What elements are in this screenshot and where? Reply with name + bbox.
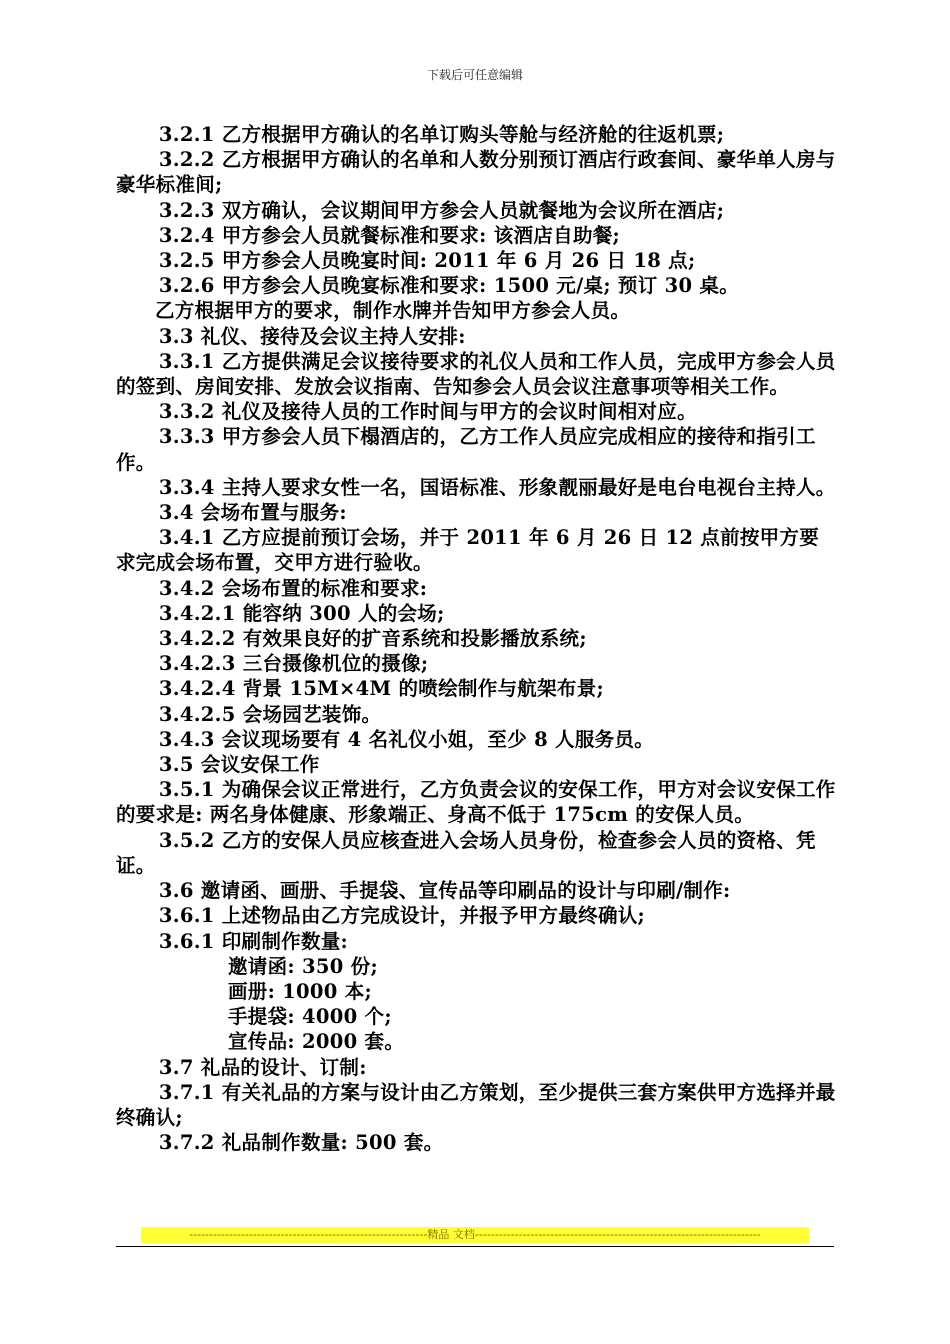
list-item: 手提袋: 4000 个; (228, 1005, 392, 1029)
footer-divider (116, 1246, 834, 1247)
list-item: 邀请函: 350 份; (228, 954, 378, 978)
paragraph: 3.2.4 甲方参会人员就餐标准和要求: 该酒店自助餐; (158, 223, 621, 247)
paragraph: 3.4.2.2 有效果良好的扩音系统和投影播放系统; (158, 627, 587, 651)
paragraph: 3.3.3 甲方参会人员下榻酒店的，乙方工作人员应完成相应的接待和指引工作。 (116, 425, 816, 474)
paragraph: 3.3.1 乙方提供满足会议接待要求的礼仪人员和工作人员，完成甲方参会人员的签到、房间安排、发放会议指南、告知参会人员会议注意事项等相关工作。 (116, 349, 836, 399)
paragraph: 3.4.1 乙方应提前预订会场，并于 2011 年 6 月 26 日 12 点前按甲方要求完成会场布置，交甲方进行验收。 (116, 526, 820, 575)
paragraph: 3.6 邀请函、画册、手提袋、宣传品等印刷品的设计与印刷/制作: (158, 879, 731, 903)
list-item: 画册: 1000 本; (228, 979, 373, 1003)
paragraph: 3.4.2.3 三台摄像机位的摄像; (158, 652, 429, 676)
paragraph: 3.4.2.4 背景 15M×4M 的喷绘制作与航架布景; (158, 677, 605, 701)
paragraph: 3.5.1 为确保会议正常进行，乙方负责会议的安保工作，甲方对会议安保工作的要求是: 两名身体健康、形象端正、身高不低于 175cm 的安保人员。 (116, 778, 836, 827)
header-note: 下载后可任意编辑 (426, 68, 523, 82)
list-item: 宣传品: 2000 套。 (228, 1030, 405, 1054)
paragraph: 3.3.2 礼仪及接待人员的工作时间与甲方的会议时间相对应。 (158, 400, 697, 424)
paragraph: 3.7 礼品的设计、订制: (158, 1055, 367, 1079)
paragraph: 3.4.2 会场布置的标准和要求: (158, 576, 428, 600)
paragraph: 3.5 会议安保工作 (158, 753, 320, 777)
paragraph: 3.4.2.5 会场园艺装饰。 (158, 702, 382, 726)
paragraph: 3.4 会场布置与服务: (158, 501, 347, 525)
paragraph: 3.7.1 有关礼品的方案与设计由乙方策划，至少提供三套方案供甲方选择并最终确认; (116, 1080, 836, 1129)
paragraph: 3.2.1 乙方根据甲方确认的名单订购头等舱与经济舱的往返机票; (158, 123, 725, 146)
paragraph: 3.3.4 主持人要求女性一名，国语标准、形象靓丽最好是电台电视台主持人。 (158, 475, 836, 499)
paragraph: 3.3 礼仪、接待及会议主持人安排: (158, 324, 466, 348)
paragraph: 3.5.2 乙方的安保人员应核查进入会场人员身份，检查参会人员的资格、凭证。 (116, 828, 816, 877)
paragraph: 乙方根据甲方的要求，制作水牌并告知甲方参会人员。 (155, 299, 631, 323)
paragraph: 3.6.1 印刷制作数量: (158, 929, 349, 953)
paragraph: 3.4.2.1 能容纳 300 人的会场; (158, 601, 445, 625)
paragraph: 3.2.5 甲方参会人员晚宴时间: 2011 年 6 月 26 日 18 点; (158, 249, 696, 273)
paragraph: 3.4.3 会议现场要有 4 名礼仪小姐，至少 8 人服务员。 (158, 727, 655, 751)
paragraph: 3.2.2 乙方根据甲方确认的名单和人数分别预订酒店行政套间、豪华单人房与豪华标准间; (116, 148, 836, 197)
document-body (116, 122, 836, 1155)
paragraph: 3.2.6 甲方参会人员晚宴标准和要求: 1500 元/桌; 预订 30 桌。 (158, 274, 740, 298)
paragraph: 3.7.2 礼品制作数量: 500 套。 (158, 1131, 444, 1155)
paragraph: 3.2.3 双方确认，会议期间甲方参会人员就餐地为会议所在酒店; (158, 198, 725, 222)
paragraph: 3.6.1 上述物品由乙方完成设计，并报予甲方最终确认; (158, 904, 646, 928)
footer-banner: ------------------------------------------------------------精品 文档------------------------------------------------------------------------ (141, 1227, 809, 1243)
